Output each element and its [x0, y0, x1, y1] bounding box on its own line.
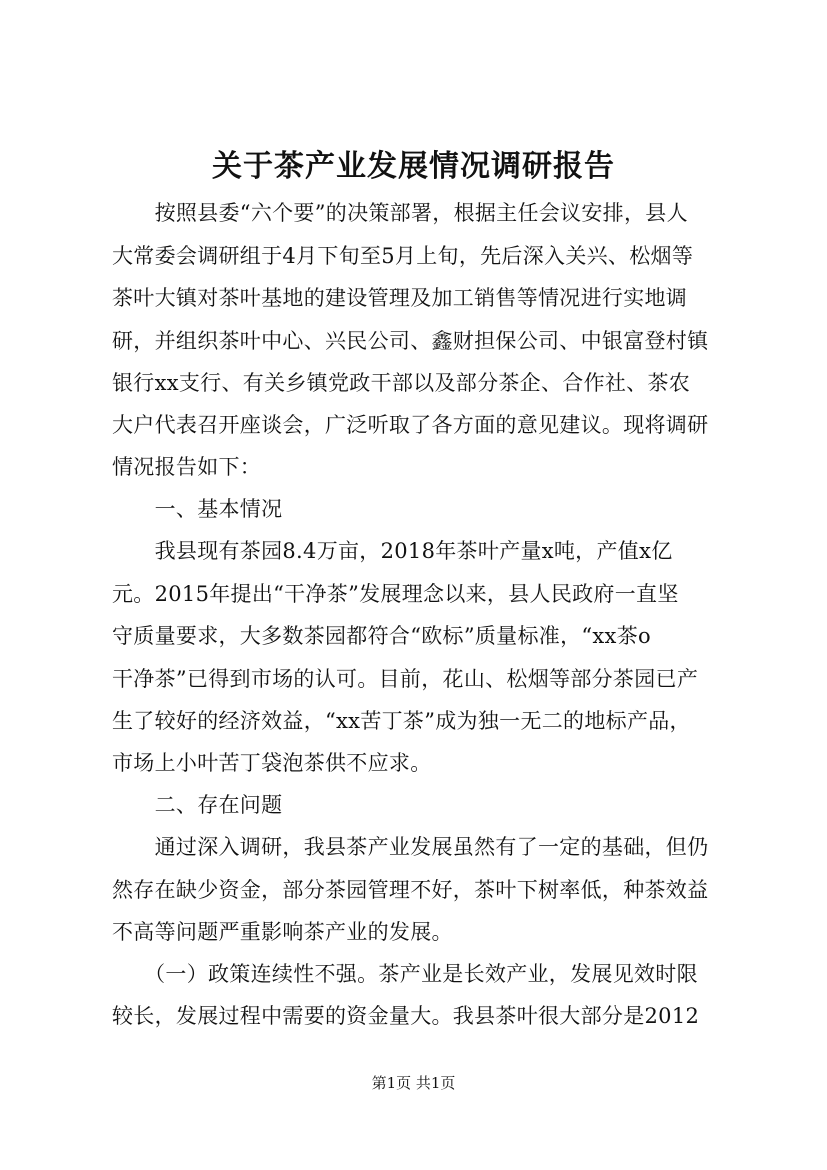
body-line: 守质量要求，大多数茶园都符合“欧标”质量标准，“xx茶o	[112, 624, 651, 648]
body-line: 我县现有茶园8.4万亩，2018年茶叶产量x吨，产值x亿	[112, 539, 673, 563]
body-line: 生了较好的经济效益，“xx苦丁茶”成为独一无二的地标产品，	[112, 709, 691, 733]
document-title: 关于茶产业发展情况调研报告	[212, 149, 615, 184]
body-line: 市场上小叶苦丁袋泡茶供不应求。	[112, 751, 432, 775]
body-line: 按照县委“六个要”的决策部署，根据主任会议安排，县人	[112, 201, 688, 225]
section-heading: 二、存在问题	[112, 793, 283, 817]
body-line: 通过深入调研，我县茶产业发展虽然有了一定的基础，但仍	[112, 835, 709, 859]
body-line: 然存在缺少资金，部分茶园管理不好，茶叶下树率低，种茶效益	[112, 878, 709, 902]
body-line: 情况报告如下：	[112, 455, 262, 479]
body-line: 茶叶大镇对茶叶基地的建设管理及加工销售等情况进行实地调	[112, 286, 688, 310]
body-line: 大常委会调研组于4月下旬至5月上旬，先后深入关兴、松烟等	[112, 244, 694, 268]
body-line: 大户代表召开座谈会，广泛听取了各方面的意见建议。现将调研	[112, 413, 709, 437]
body-line: 元。2015年提出“干净茶”发展理念以来，县人民政府一直坚	[112, 582, 679, 606]
page-number: 第1页 共1页	[371, 1074, 456, 1092]
body-line: 银行xx支行、有关乡镇党政干部以及部分茶企、合作社、茶农	[112, 371, 691, 395]
body-line: 研，并组织茶叶中心、兴民公司、鑫财担保公司、中银富登村镇	[112, 329, 709, 353]
body-line: 不高等问题严重影响茶产业的发展。	[112, 920, 453, 944]
body-line: 较长，发展过程中需要的资金量大。我县茶叶很大部分是2012	[112, 1004, 700, 1028]
body-line: 干净茶”已得到市场的认可。目前，花山、松烟等部分茶园已产	[112, 667, 699, 691]
section-heading: 一、基本情况	[112, 497, 283, 521]
body-line: （一）政策连续性不强。茶产业是长效产业，发展见效时限	[112, 962, 698, 986]
